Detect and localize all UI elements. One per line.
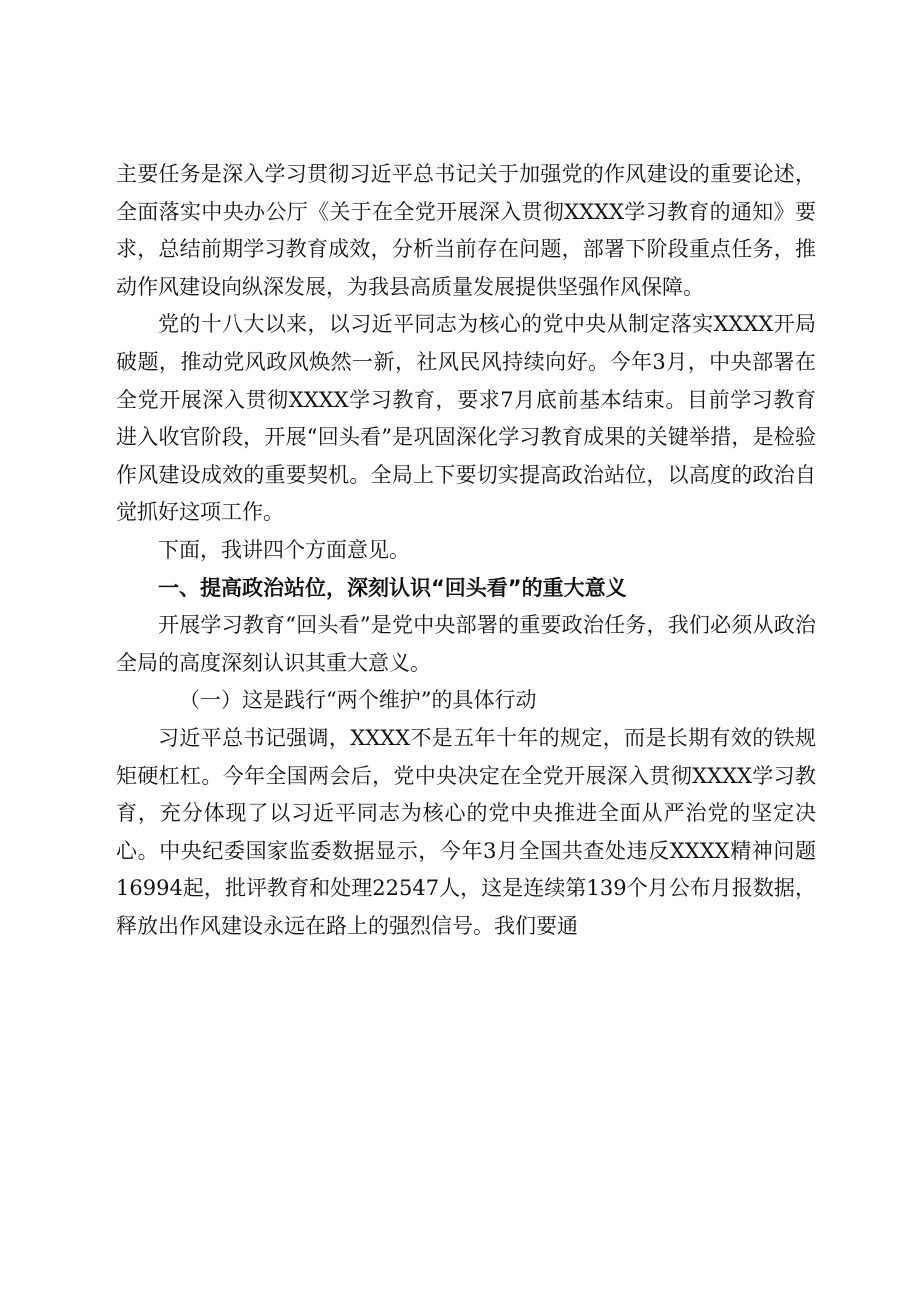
paragraph-subsection-body: 习近平总书记强调，XXXX不是五年十年的规定，而是长期有效的铁规矩硬杠杠。今年全国两会后，党中央决定在全党开展深入贯彻XXXX学习教育，充分体现了以习近平同志为核心的党中央推进全面从严治党的坚定决心。中央纪委国家监委数据显示，今年3月全国共查处违反XXXX精神问题16994起，批评教育和处理22547人，这是连续第139个月公布月报数据，释放出作风建设永远在路上的强烈信号。我们要通 [116, 725, 816, 938]
paragraph-section-intro: 开展学习教育“回头看”是党中央部署的重要政治任务，我们必须从政治全局的高度深刻认识其重大意义。 [116, 613, 816, 675]
section-heading-1: 一、提高政治站位，深刻认识“回头看”的重大意义 [158, 575, 627, 600]
paragraph-background: 党的十八大以来，以习近平同志为核心的党中央从制定落实XXXX开局破题，推动党风政风焕然一新，社风民风持续向好。今年3月，中央部署在全党开展深入贯彻XXXX学习教育，要求7月底前基本结束。目前学习教育进入收官阶段，开展“回头看”是巩固深化学习教育成果的关键举措，是检验作风建设成效的重要契机。全局上下要切实提高政治站位，以高度的政治自觉抓好这项工作。 [116, 312, 816, 525]
document-page [116, 156, 816, 945]
paragraph-transition: 下面，我讲四个方面意见。 [158, 537, 410, 562]
subsection-heading-1: （一）这是践行“两个维护”的具体行动 [179, 688, 537, 713]
paragraph-tasks: 主要任务是深入学习贯彻习近平总书记关于加强党的作风建设的重要论述，全面落实中央办公厅《关于在全党开展深入贯彻XXXX学习教育的通知》要求，总结前期学习教育成效，分析当前存在问题，部署下阶段重点任务，推动作风建设向纵深发展，为我县高质量发展提供坚强作风保障。 [116, 162, 816, 299]
